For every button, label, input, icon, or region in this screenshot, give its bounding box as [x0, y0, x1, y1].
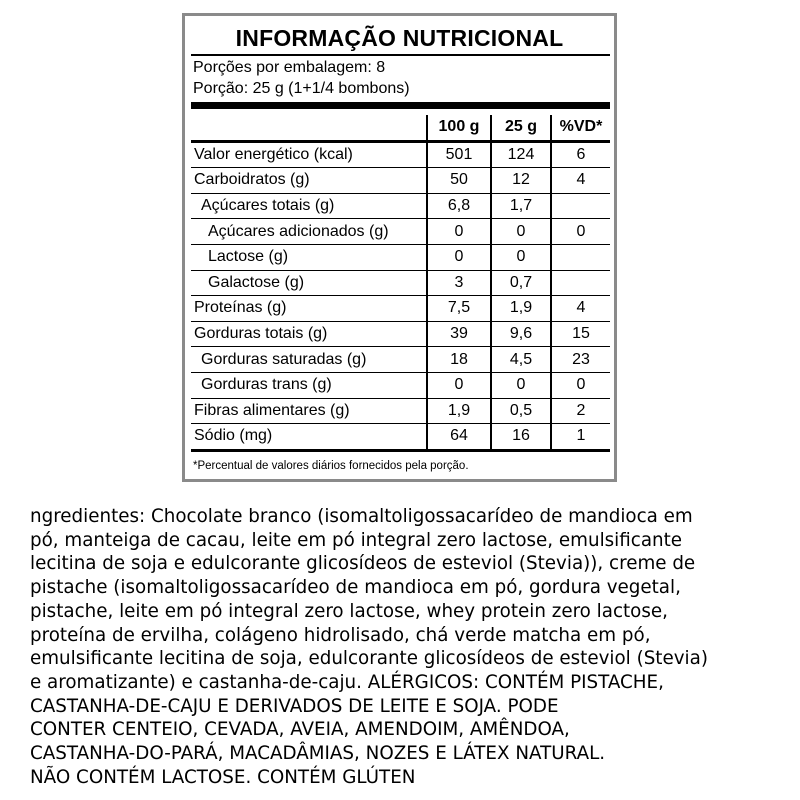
value-100g: 0 — [427, 244, 491, 270]
table-row — [191, 141, 610, 168]
table-row — [191, 372, 610, 398]
value-25g: 4,5 — [491, 347, 551, 373]
value-25g: 12 — [491, 168, 551, 194]
value-100g: 0 — [427, 219, 491, 245]
divider — [191, 54, 610, 56]
table-row — [191, 244, 610, 270]
table-row — [191, 398, 610, 424]
value-100g: 0 — [427, 372, 491, 398]
table-row — [191, 270, 610, 296]
nutrient-name: Açúcares adicionados (g) — [191, 219, 427, 245]
footnote: *Percentual de valores diários fornecidos pela porção. — [193, 460, 469, 472]
value-25g: 124 — [491, 141, 551, 168]
thick-divider — [191, 102, 610, 109]
table-row — [191, 193, 610, 219]
value-vd — [551, 270, 610, 296]
table-row — [191, 424, 610, 451]
nutrient-name: Gorduras trans (g) — [191, 372, 427, 398]
value-25g: 0 — [491, 372, 551, 398]
value-100g: 6,8 — [427, 193, 491, 219]
value-vd: 0 — [551, 219, 610, 245]
value-vd: 4 — [551, 296, 610, 322]
value-100g: 7,5 — [427, 296, 491, 322]
value-100g: 50 — [427, 168, 491, 194]
value-25g: 0 — [491, 219, 551, 245]
table-row — [191, 296, 610, 322]
nutrition-facts-label — [182, 13, 617, 482]
label-title: INFORMAÇÃO NUTRICIONAL — [235, 25, 564, 51]
value-vd — [551, 193, 610, 219]
nutrient-name: Galactose (g) — [191, 270, 427, 296]
value-vd: 4 — [551, 168, 610, 194]
value-vd: 0 — [551, 372, 610, 398]
serving-size: Porção: 25 g (1+1/4 bombons) — [193, 80, 410, 97]
value-25g: 9,6 — [491, 321, 551, 347]
value-100g: 3 — [427, 270, 491, 296]
value-vd: 2 — [551, 398, 610, 424]
table-row — [191, 168, 610, 194]
nutrition-table — [191, 115, 610, 452]
header-blank — [191, 115, 427, 141]
table-row — [191, 347, 610, 373]
nutrient-name: Proteínas (g) — [191, 296, 427, 322]
value-vd: 1 — [551, 424, 610, 451]
nutrient-name: Lactose (g) — [191, 244, 427, 270]
nutrient-name: Carboidratos (g) — [191, 168, 427, 194]
value-100g: 39 — [427, 321, 491, 347]
value-25g: 1,9 — [491, 296, 551, 322]
value-100g: 18 — [427, 347, 491, 373]
table-row — [191, 219, 610, 245]
servings-per-package: Porções por embalagem: 8 — [193, 59, 386, 76]
ingredients-text: ngredientes: Chocolate branco (isomaltoligossacarídeo de mandioca em pó, manteiga de cacau, leite em pó integral zero lactose, emulsificante lecitina de soja e edulcorante glicosídeos de esteviol (Stevia)), creme de pistache (isomaltoligossacarídeo de mandioca em pó, gordura vegetal, pistache, leite em pó integral zero lactose, whey protein zero lactose, proteína de ervilha, colágeno hidrolisado, chá verde matcha em pó, emulsificante lecitina de soja, edulcorante glicosídeos de esteviol (Stevia) e aromatizante) e castanha-de-caju. ALÉRGICOS: CONTÉM PISTACHE, CASTANHA-DE-CAJU E DERIVADOS DE LEITE E SOJA. PODE CONTER CENTEIO, CEVADA, AVEIA, AMENDOIM, AMÊNDOA, CASTANHA-DO-PARÁ, MACADÂMIAS, NOZES E LÁTEX NATURAL. NÃO CONTÉM LACTOSE. CONTÉM GLÚTEN — [30, 506, 708, 788]
value-vd — [551, 244, 610, 270]
value-25g: 0,5 — [491, 398, 551, 424]
value-100g: 1,9 — [427, 398, 491, 424]
nutrient-name: Gorduras totais (g) — [191, 321, 427, 347]
value-100g: 501 — [427, 141, 491, 168]
value-vd: 6 — [551, 141, 610, 168]
header-vd: %VD* — [551, 115, 610, 141]
nutrient-name: Fibras alimentares (g) — [191, 398, 427, 424]
header-100g: 100 g — [427, 115, 491, 141]
table-header — [191, 115, 610, 141]
value-vd: 23 — [551, 347, 610, 373]
table-row — [191, 321, 610, 347]
nutrient-name: Açúcares totais (g) — [191, 193, 427, 219]
value-25g: 0 — [491, 244, 551, 270]
nutrient-name: Valor energético (kcal) — [191, 141, 427, 168]
value-25g: 16 — [491, 424, 551, 451]
value-vd: 15 — [551, 321, 610, 347]
value-100g: 64 — [427, 424, 491, 451]
value-25g: 0,7 — [491, 270, 551, 296]
nutrient-name: Gorduras saturadas (g) — [191, 347, 427, 373]
value-25g: 1,7 — [491, 193, 551, 219]
header-25g: 25 g — [491, 115, 551, 141]
nutrient-name: Sódio (mg) — [191, 424, 427, 451]
